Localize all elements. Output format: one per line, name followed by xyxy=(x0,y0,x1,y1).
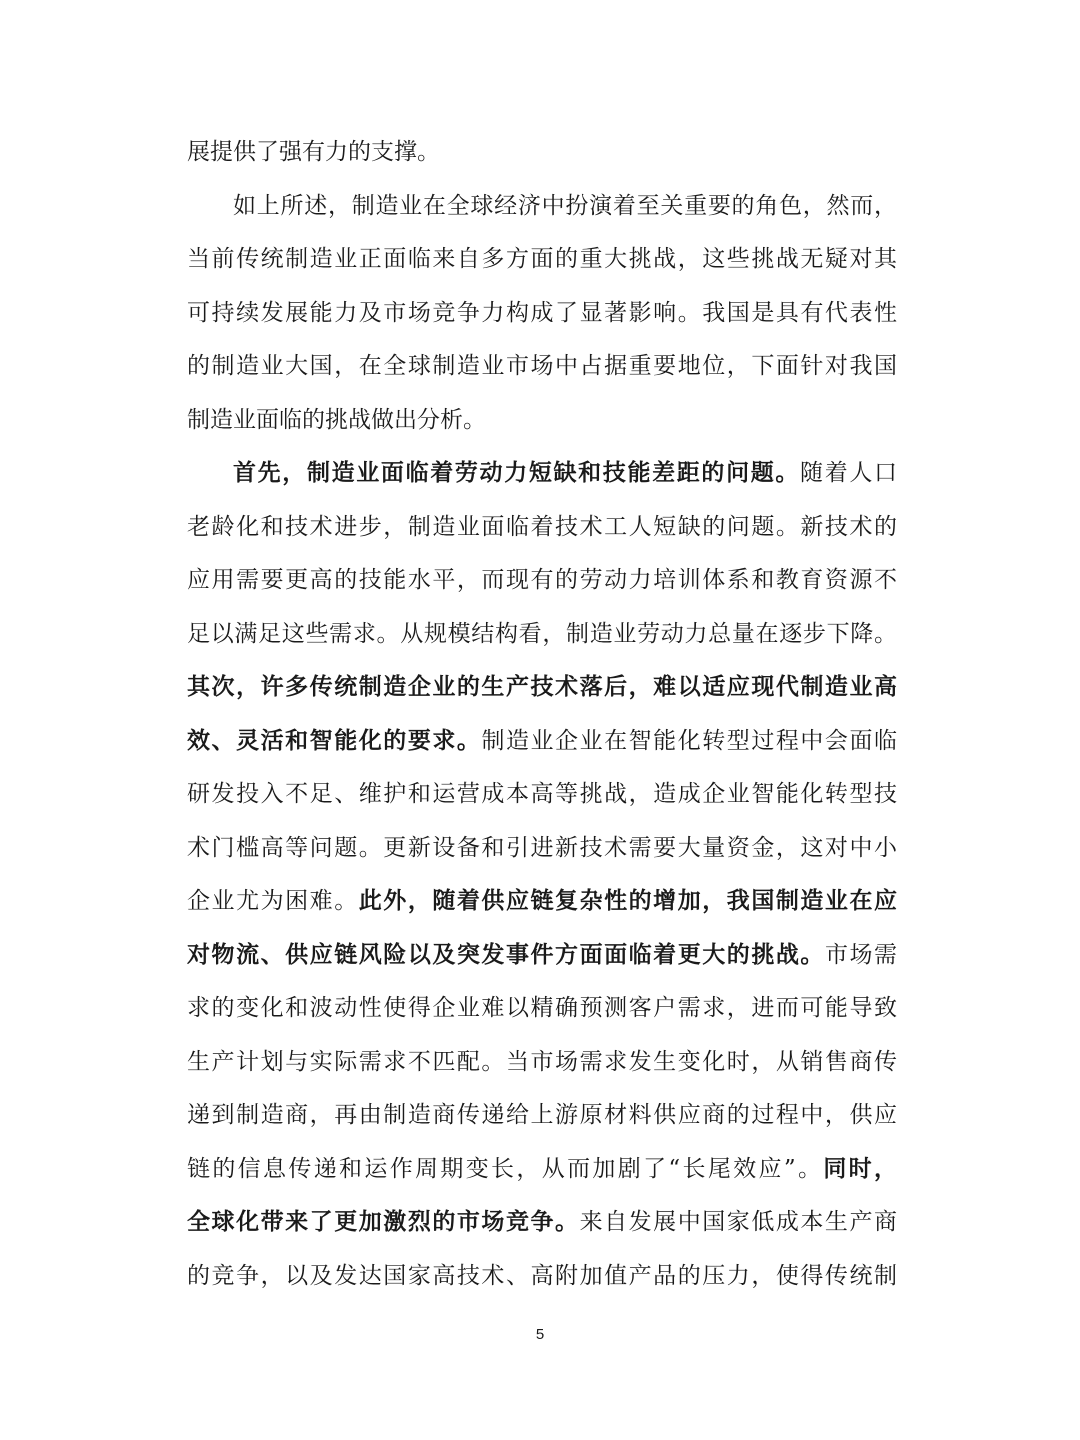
text-line xyxy=(187,297,897,329)
text-line xyxy=(187,404,897,436)
text-run: 的竞争，以及发达国家高技术、高附加值产品的压力，使得传统制 xyxy=(187,1262,897,1289)
text-run: 研发投入不足、维护和运营成本高等挑战，造成企业智能化转型技 xyxy=(187,781,897,807)
text-line xyxy=(187,136,897,168)
text-run: 术门槛高等问题。更新设备和引进新技术需要大量资金，这对中小 xyxy=(187,834,897,861)
text-run: 来自发展中国家低成本生产商 xyxy=(579,1209,897,1235)
bold-text: 此外，随着供应链复杂性的增加，我国制造业在应 xyxy=(358,888,897,914)
text-line xyxy=(187,832,897,864)
text-run: 企业尤为困难。 xyxy=(187,888,359,914)
text-line xyxy=(187,725,897,757)
text-line xyxy=(187,350,897,382)
bold-text: 全球化带来了更加激烈的市场竞争。 xyxy=(187,1209,580,1235)
text-run: 生产计划与实际需求不匹配。当市场需求发生变化时，从销售商传 xyxy=(187,1048,897,1075)
text-run: 市场需 xyxy=(824,941,897,968)
text-run: 随着人口 xyxy=(800,460,897,486)
text-line xyxy=(187,1260,897,1292)
text-run: 当前传统制造业正面临来自多方面的重大挑战，这些挑战无疑对其 xyxy=(187,246,897,272)
text-run: 制造业面临的挑战做出分析。 xyxy=(187,406,486,433)
page-number: 5 xyxy=(535,1326,545,1343)
text-line xyxy=(187,1206,897,1238)
text-line xyxy=(187,778,897,810)
text-run: 足以满足这些需求。从规模结构看，制造业劳动力总量在逐步下降。 xyxy=(187,620,897,647)
text-line xyxy=(187,885,897,917)
bold-text: 首先，制造业面临着劳动力短缺和技能差距的问题。 xyxy=(233,460,801,486)
bold-text: 同时， xyxy=(823,1155,897,1182)
text-line xyxy=(187,1046,897,1078)
text-run: 递到制造商，再由制造商传递给上游原材料供应商的过程中，供应 xyxy=(187,1102,897,1128)
text-run: 老龄化和技术进步，制造业面临着技术工人短缺的问题。新技术的 xyxy=(187,513,897,540)
text-run: 制造业企业在智能化转型过程中会面临 xyxy=(481,727,897,754)
text-run: 求的变化和波动性使得企业难以精确预测客户需求，进而可能导致 xyxy=(187,995,897,1021)
text-line xyxy=(187,1099,897,1131)
text-run: 如上所述，制造业在全球经济中扮演着至关重要的角色，然而， xyxy=(233,192,897,219)
text-run: 可持续发展能力及市场竞争力构成了显著影响。我国是具有代表性 xyxy=(187,299,897,326)
text-line xyxy=(187,243,897,275)
text-line xyxy=(187,564,897,596)
text-line xyxy=(187,511,897,543)
bold-text: 其次，许多传统制造企业的生产技术落后，难以适应现代制造业高 xyxy=(187,674,897,700)
text-run: 的制造业大国，在全球制造业市场中占据重要地位，下面针对我国 xyxy=(187,353,897,379)
text-line xyxy=(233,457,897,489)
text-line xyxy=(187,992,897,1024)
text-line xyxy=(187,939,897,971)
text-run: 展提供了强有力的支撑。 xyxy=(187,139,440,165)
text-line xyxy=(187,1153,897,1185)
bold-text: 效、灵活和智能化的要求。 xyxy=(187,727,482,754)
text-line xyxy=(233,190,897,222)
text-line xyxy=(187,618,897,650)
text-line xyxy=(187,671,897,703)
text-run: 应用需要更高的技能水平，而现有的劳动力培训体系和教育资源不 xyxy=(187,567,897,593)
text-run: 链的信息传递和运作周期变长，从而加剧了“长尾效应”。 xyxy=(187,1155,824,1182)
bold-text: 对物流、供应链风险以及突发事件方面面临着更大的挑战。 xyxy=(187,941,825,968)
